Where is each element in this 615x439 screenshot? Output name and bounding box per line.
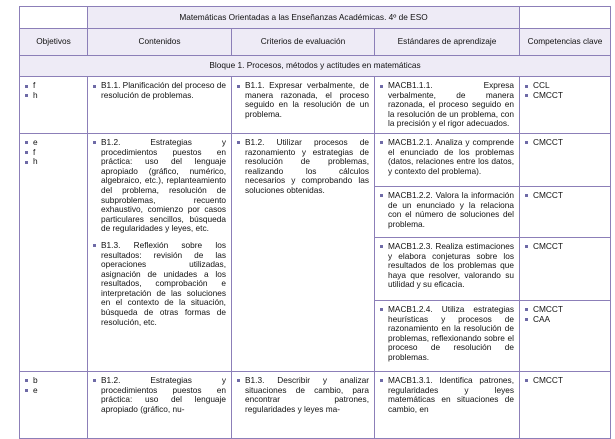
competencias-cell [520,186,611,237]
objetivo: h [33,156,38,167]
competencia: CMCCT [533,89,563,100]
competencias-cell [520,237,611,300]
table-row [20,77,611,134]
table-row [20,133,611,186]
objetivo: e [33,384,38,395]
criterio-cell [232,371,375,438]
criterio: B1.2. Utilizar procesos de razonamiento y estrategias de resolución de problemas, realizando los cálculos necesarios y comprobando las soluciones obtenidas. [245,136,369,195]
criterio: B1.3. Describir y analizar situaciones de cambio, para encontrar patrones, regularidades y leyes ma- [245,374,369,414]
estandar: MACB1.2.2. Valora la información de un enunciado y la relaciona con el número de soluciones del problema. [388,189,515,229]
estandar-cell [375,237,520,300]
contenidos-cell [88,371,232,438]
contenidos-cell [88,77,232,134]
criterio-cell [232,133,375,371]
competencia: CMCCT [533,189,563,200]
contenido: B1.2. Estrategias y procedimientos puestos en práctica: uso del lenguaje apropiado (gráfico, nu- [101,374,226,414]
objetivo: h [33,89,38,100]
header-objetivos: Objetivos [20,29,88,56]
header-estandares: Estándares de aprendizaje [375,29,520,56]
table-row [20,371,611,438]
competencia: CMCCT [533,374,563,385]
contenido: B1.2. Estrategias y procedimientos puestos en práctica: uso del lenguaje apropiado (gráfico, numérico, algebraico, etc.), replanteamiento del problema, resolución de subproblemas, recuento exhaustivo, comienzo por casos particulares sencillos, búsqueda de regularidades y leyes, etc. [101,136,226,234]
header-criterios: Criterios de evaluación [232,29,375,56]
contenido: B1.1. Planificación del proceso de resolución de problemas. [101,80,226,100]
criterio-cell [232,77,375,134]
competencia: CAA [533,313,551,324]
objetivos-cell [20,77,88,134]
header-competencias: Competencias clave [520,29,611,56]
estandar-cell [375,77,520,134]
contenido: B1.3. Reflexión sobre los resultados: revisión de las operaciones utilizadas, asignación de unidades a los resultados, comprobación e interpretación de las soluciones en el contexto de la situación, búsqueda de otras formas de resolución, etc. [101,239,226,327]
estandar: MACB1.1.1. Expresa verbalmente, de manera razonada, el proceso seguido en la resolución de un problema, con la precisión y el rigor adecuados. [388,80,515,129]
estandar-cell [375,133,520,186]
competencia: CMCCT [533,136,563,147]
objetivo: f [33,146,36,157]
competencia: CMCCT [533,240,563,251]
contenidos-cell [88,133,232,371]
estandar-cell [375,371,520,438]
competencia: CCL [533,80,550,90]
header-blank-cell [520,7,611,29]
competencia: CMCCT [533,303,563,314]
competencias-cell [520,371,611,438]
objetivos-cell [20,133,88,371]
estandar: MACB1.2.4. Utiliza estrategias heurísticas y procesos de razonamiento en la resolución de problemas, reflexionando sobre el proceso de resolución de problemas. [388,303,515,362]
estandar-cell [375,300,520,371]
estandar-cell [375,186,520,237]
bloque-title: Bloque 1. Procesos, métodos y actitudes en matemáticas [20,56,611,77]
estandar: MACB1.3.1. Identifica patrones, regularidades y leyes matemáticas en situaciones de cambio, en [388,374,515,414]
objetivo: e [33,136,38,147]
table-title: Matemáticas Orientadas a las Enseñanzas Académicas. 4º de ESO [88,7,520,29]
competencias-cell [520,77,611,134]
estandar: MACB1.2.1. Analiza y comprende el enunciado de los problemas (datos, relaciones entre los datos, y contexto del problema). [388,136,515,176]
competencias-cell [520,300,611,371]
curriculum-table [19,6,611,439]
objetivos-cell [20,371,88,438]
competencias-cell [520,133,611,186]
header-contenidos: Contenidos [88,29,232,56]
criterio: B1.1. Expresar verbalmente, de manera razonada, el proceso seguido en la resolución de un problema. [245,80,369,119]
objetivo: b [33,374,38,385]
header-blank-cell [20,7,88,29]
objetivo: f [33,80,36,90]
estandar: MACB1.2.3. Realiza estimaciones y elabora conjeturas sobre los resultados de los problemas que haya que resolver, valorando su utilidad y su eficacia. [388,240,515,290]
